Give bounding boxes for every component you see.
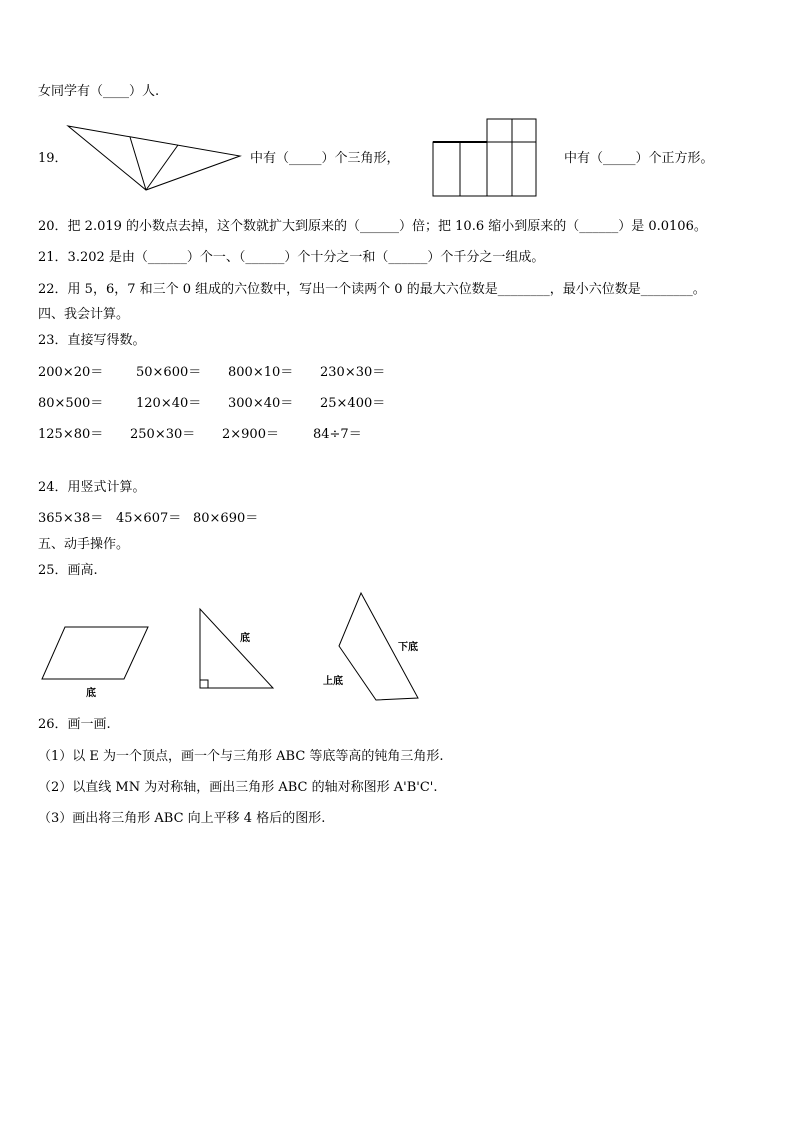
q25-right-triangle-figure [196, 606, 278, 692]
q22-text: 22．用 5，6，7 和三个 0 组成的六位数中，写出一个读两个 0 的最大六位数是________，最小六位数是________。 [38, 282, 706, 297]
q19-triangle-figure [66, 124, 246, 194]
q26-title: 26．画一画. [38, 717, 111, 732]
q26-item-3: （3）画出将三角形 ABC 向上平移 4 格后的图形. [38, 811, 326, 826]
q23-title: 23．直接写得数。 [38, 333, 146, 348]
q18-tail-text: 女同学有（____）人. [38, 84, 160, 99]
section-5-heading: 五、动手操作。 [38, 537, 130, 552]
trapezoid-upper-base-label: 上底 [323, 676, 343, 687]
q23-r3-c4: 84÷7＝ [313, 427, 362, 442]
q23-r1-c2: 50×600＝ [136, 365, 202, 380]
q24-item-2: 45×607＝ [116, 511, 182, 526]
parallelogram-base-label: 底 [86, 688, 96, 699]
right-triangle-hypotenuse-label: 底 [240, 633, 250, 644]
q21-text: 21．3.202 是由（______）个一、（______）个十分之一和（______）个千分之一组成。 [38, 250, 545, 265]
q26-item-1: （1）以 E 为一个顶点，画一个与三角形 ABC 等底等高的钝角三角形. [38, 749, 444, 764]
q19-square-figure [432, 118, 538, 198]
q25-parallelogram-figure [40, 624, 152, 702]
q23-r2-c2: 120×40＝ [136, 396, 202, 411]
q19-triangle-question: 中有（_____）个三角形， [250, 151, 400, 166]
q23-r2-c3: 300×40＝ [228, 396, 294, 411]
q20-text: 20．把 2.019 的小数点去掉，这个数就扩大到原来的（______）倍；把 10.6 缩小到原来的（______）是 0.0106。 [38, 219, 707, 234]
section-4-heading: 四、我会计算。 [38, 307, 130, 322]
q24-item-3: 80×690＝ [193, 511, 259, 526]
q24-title: 24．用竖式计算。 [38, 480, 146, 495]
q19-square-question: 中有（_____）个正方形。 [564, 151, 714, 166]
q23-r2-c1: 80×500＝ [38, 396, 104, 411]
trapezoid-lower-base-label: 下底 [398, 642, 418, 653]
q23-r2-c4: 25×400＝ [320, 396, 386, 411]
q19-number: 19． [38, 151, 68, 166]
q25-trapezoid-figure [320, 590, 430, 704]
q23-r1-c4: 230×30＝ [320, 365, 386, 380]
q26-item-2: （2）以直线 MN 为对称轴，画出三角形 ABC 的轴对称图形 A'B'C'. [38, 780, 438, 795]
q24-item-1: 365×38＝ [38, 511, 104, 526]
q23-r3-c3: 2×900＝ [222, 427, 279, 442]
q25-title: 25．画高. [38, 563, 98, 578]
q23-r1-c3: 800×10＝ [228, 365, 294, 380]
q23-r3-c1: 125×80＝ [38, 427, 104, 442]
q23-r1-c1: 200×20＝ [38, 365, 104, 380]
q23-r3-c2: 250×30＝ [130, 427, 196, 442]
